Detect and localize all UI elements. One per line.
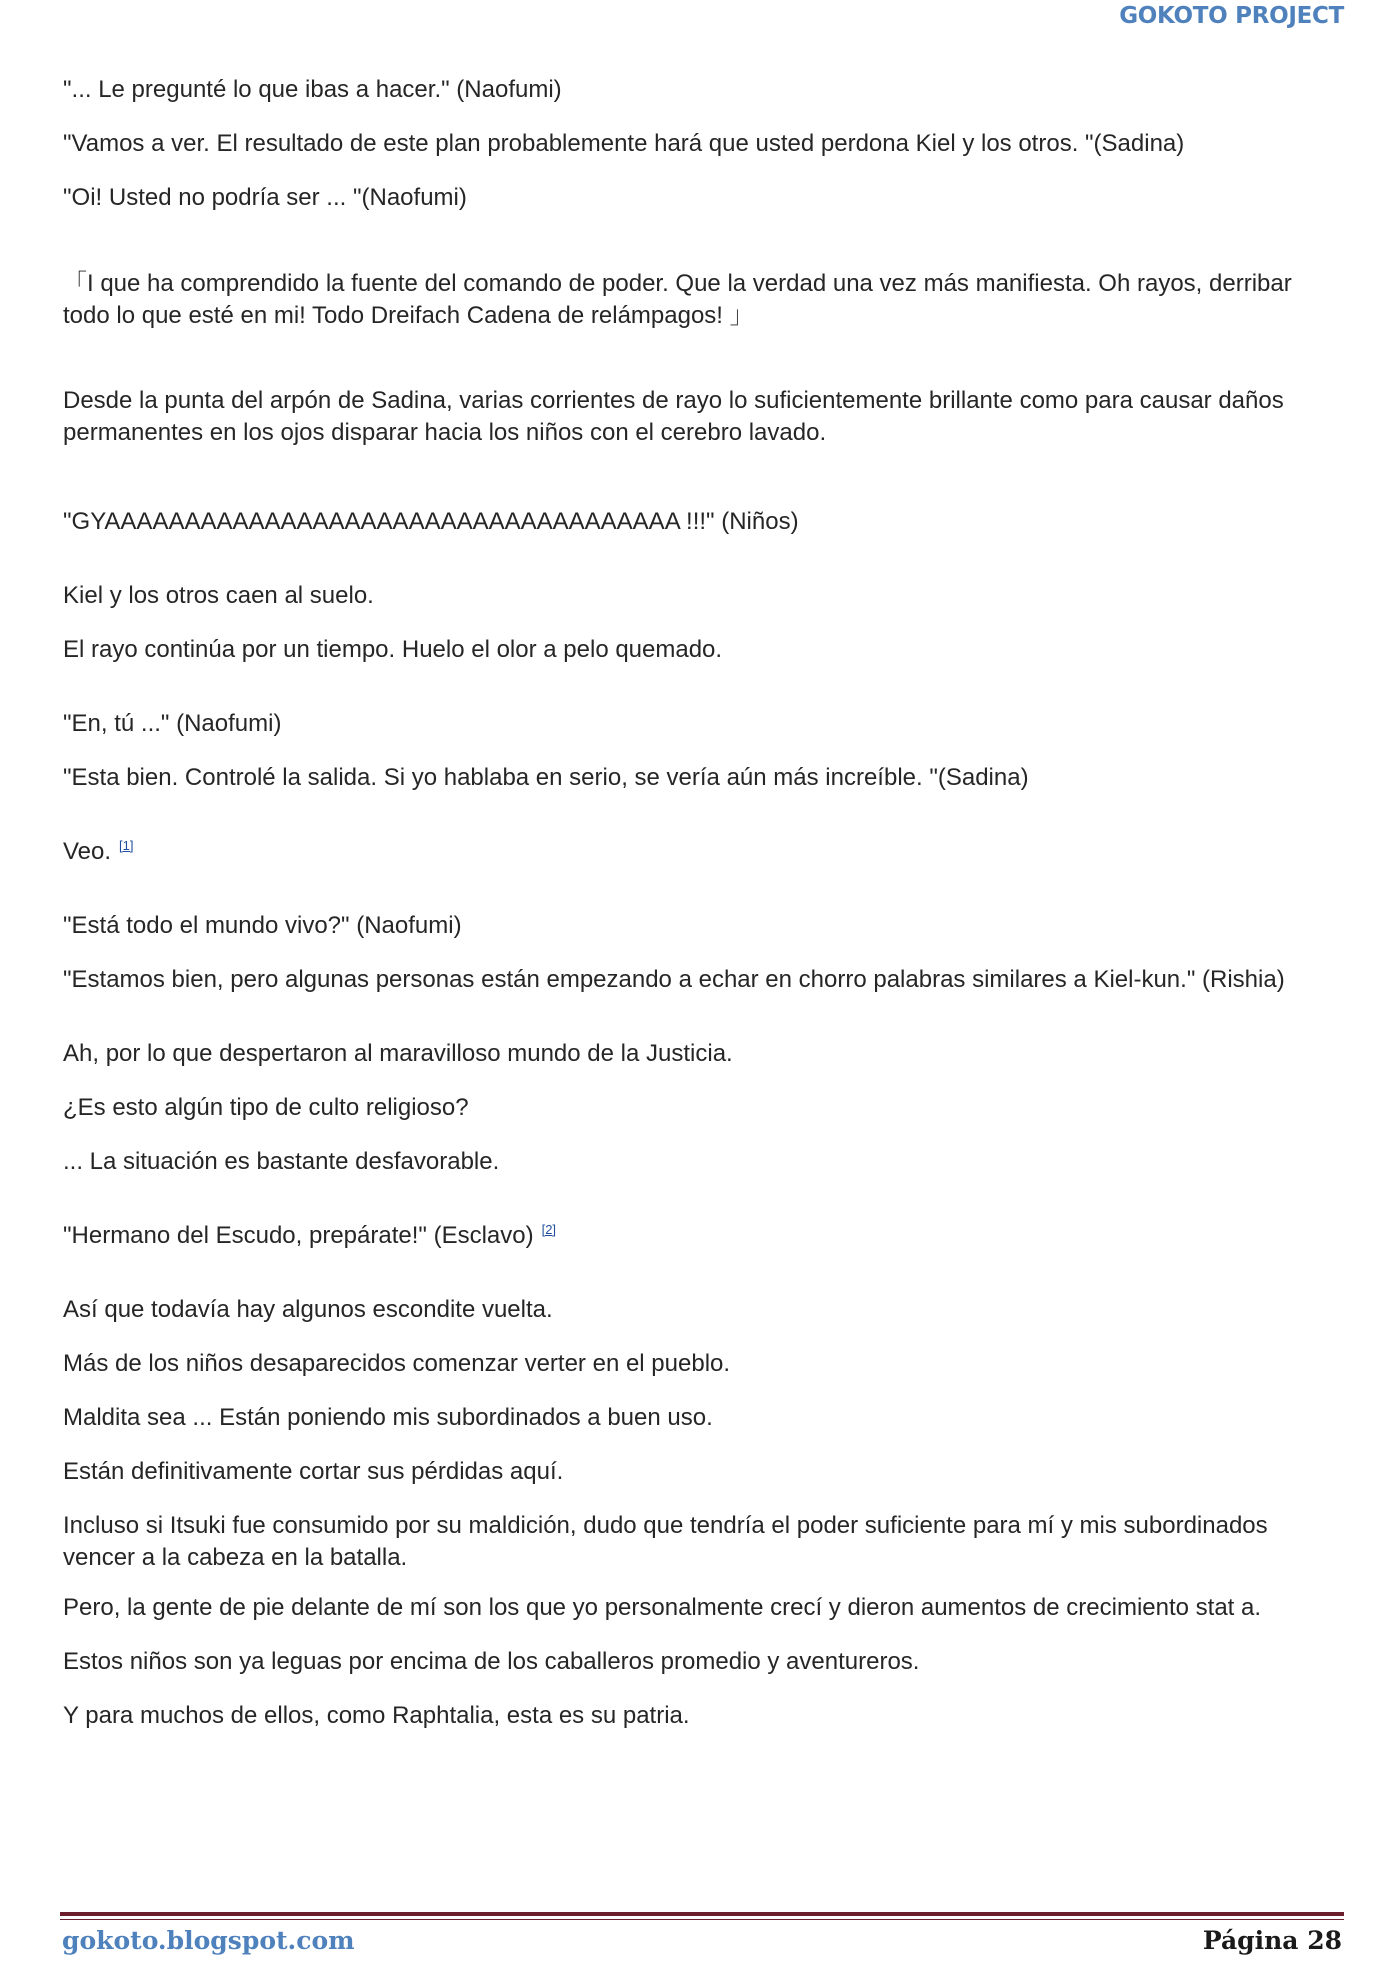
paragraph: Están definitivamente cortar sus pérdidas aquí. xyxy=(63,1458,564,1485)
paragraph: "GYAAAAAAAAAAAAAAAAAAAAAAAAAAAAAAAAAAAA !!!" (Niños) xyxy=(63,508,799,535)
paragraph: Estos niños son ya leguas por encima de los caballeros promedio y aventureros. xyxy=(63,1648,920,1675)
footnote-link-1[interactable]: [1] xyxy=(119,838,134,853)
paragraph: Kiel y los otros caen al suelo. xyxy=(63,582,374,609)
paragraph: Maldita sea ... Están poniendo mis subordinados a buen uso. xyxy=(63,1404,713,1431)
footer-divider xyxy=(60,1912,1344,1916)
paragraph-with-footnote xyxy=(63,832,1342,872)
page-number: Página 28 xyxy=(1202,1926,1342,1955)
paragraph: Pero, la gente de pie delante de mí son los que yo personalmente crecí y dieron aumentos de crecimiento stat a. xyxy=(63,1594,1262,1621)
footnote-link-2[interactable]: [2] xyxy=(541,1222,557,1237)
paragraph: "Esta bien. Controlé la salida. Si yo hablaba en serio, se vería aún más increíble. "(Sadina) xyxy=(63,764,1029,791)
document-body xyxy=(63,70,1342,1736)
header-title: GOKOTO PROJECT xyxy=(1119,3,1344,29)
paragraph: Así que todavía hay algunos escondite vuelta. xyxy=(63,1296,553,1323)
footer-site-link[interactable]: gokoto.blogspot.com xyxy=(62,1926,355,1955)
paragraph: "En, tú ..." (Naofumi) xyxy=(63,710,282,737)
paragraph: "Estamos bien, pero algunas personas están empezando a echar en chorro palabras similares a Kiel-kun." (Rishia) xyxy=(63,966,1285,993)
paragraph: "Está todo el mundo vivo?" (Naofumi) xyxy=(63,912,462,939)
paragraph: "Vamos a ver. El resultado de este plan probablemente hará que usted perdona Kiel y los otros. "(Sadina) xyxy=(63,130,1185,157)
paragraph: ¿Es esto algún tipo de culto religioso? xyxy=(63,1094,469,1121)
paragraph: Más de los niños desaparecidos comenzar verter en el pueblo. xyxy=(63,1350,731,1377)
paragraph-with-footnote xyxy=(63,1216,1342,1256)
paragraph-text: "Hermano del Escudo, prepárate!" (Esclavo) xyxy=(63,1222,534,1249)
paragraph-text: Veo. xyxy=(63,838,112,865)
paragraph: Ah, por lo que despertaron al maravilloso mundo de la Justicia. xyxy=(63,1040,733,1067)
paragraph: ... La situación es bastante desfavorable. xyxy=(63,1148,500,1175)
paragraph: Incluso si Itsuki fue consumido por su maldición, dudo que tendría el poder suficiente para mí y mis subordinados vencer a la cabeza en la batalla. xyxy=(63,1512,1268,1571)
paragraph: 「I que ha comprendido la fuente del comando de poder. Que la verdad una vez más manifiesta. Oh rayos, derribar todo lo que esté en mi! Todo Dreifach Cadena de relámpagos! 」 xyxy=(63,270,1292,329)
paragraph: Desde la punta del arpón de Sadina, varias corrientes de rayo lo suficientemente brillante como para causar daños permanentes en los ojos disparar hacia los niños con el cerebro lavado. xyxy=(63,387,1284,446)
paragraph: "Oi! Usted no podría ser ... "(Naofumi) xyxy=(63,184,467,211)
paragraph: El rayo continúa por un tiempo. Huelo el olor a pelo quemado. xyxy=(63,636,723,663)
paragraph: "... Le pregunté lo que ibas a hacer." (Naofumi) xyxy=(63,76,562,103)
footer-divider-thin xyxy=(60,1919,1344,1920)
paragraph: Y para muchos de ellos, como Raphtalia, esta es su patria. xyxy=(63,1702,690,1729)
